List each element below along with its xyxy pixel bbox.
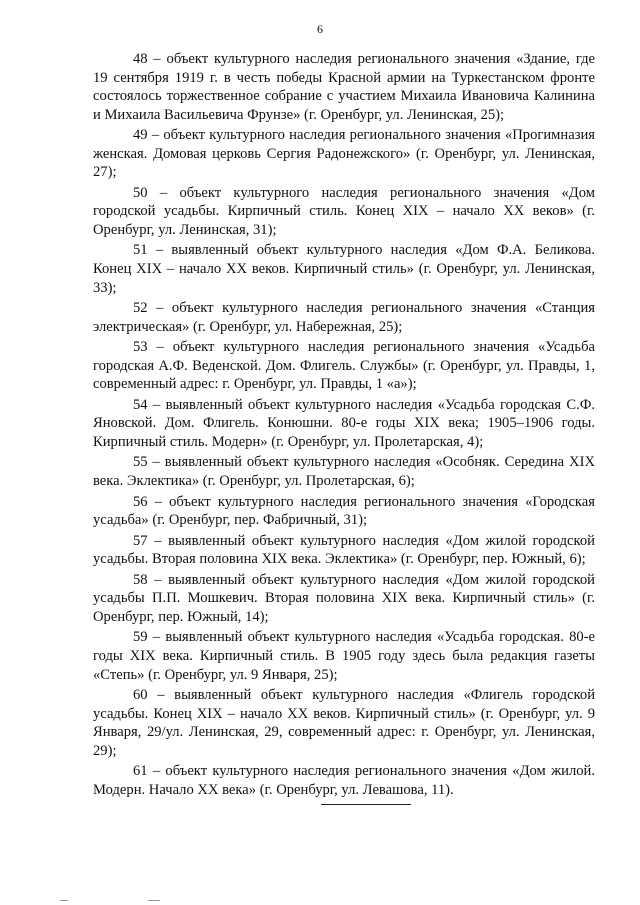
list-item-53: 53 – объект культурного наследия регионального значения «Усадьба городская А.Ф. Веденской. Дом. Флигель. Службы» (г. Оренбург, ул. Правды, 1, современный адрес: г. Оренбург, ул. Правды, 1 «а»); [93,339,595,393]
page-number: 6 [317,22,323,36]
list-item-56: 56 – объект культурного наследия регионального значения «Городская усадьба» (г. Оренбург, пер. Фабричный, 31); [93,493,595,529]
list-item-61: 61 – объект культурного наследия регионального значения «Дом жилой. Модерн. Начало XX века» (г. Оренбург, ул. Левашова, 11). [93,763,595,798]
closing-separator-line [321,804,411,805]
list-item-52: 52 – объект культурного наследия регионального значения «Станция электрическая» (г. Оренбург, ул. Набережная, 25); [93,300,595,335]
list-item-58: 58 – выявленный объект культурного наследия «Дом жилой городской усадьбы П.П. Мошкевич. Вторая половина XIX века. Кирпичный стиль» (г. Оренбург, пер. Южный, 14); [93,571,595,625]
list-item-54: 54 – выявленный объект культурного наследия «Усадьба городская С.Ф. Яновской. Дом. Флигель. Конюшни. 80-е годы XIX века; 1905–1906 годы. Кирпичный стиль. Модерн» (г. Оренбург, ул. Пролетарская, 4); [93,396,595,450]
list-item-50: 50 – объект культурного наследия регионального значения «Дом городской усадьбы. Кирпичный стиль. Конец XIX – начало XX веков» (г. Оренбург, ул. Ленинская, 31); [93,184,595,238]
list-item-51: 51 – выявленный объект культурного наследия «Дом Ф.А. Беликова. Конец XIX – начало XX веков. Кирпичный стиль» (г. Оренбург, ул. Ленинская, 33); [93,242,595,296]
list-item-60: 60 – выявленный объект культурного наследия «Флигель городской усадьбы. Конец XIX – начало XX веков. Кирпичный стиль» (г. Оренбург, ул. 9 Января, 29/ул. Ленинская, 29, современный адрес: г. Оренбург, ул. Ленинская, 29); [93,687,595,759]
list-item-55: 55 – выявленный объект культурного наследия «Особняк. Середина XIX века. Эклектика» (г. Оренбург, ул. Пролетарская, 6); [93,454,595,490]
list-item-49: 49 – объект культурного наследия регионального значения «Прогимназия женская. Домовая церковь Сергия Радонежского» (г. Оренбург, ул. Ленинская, 27); [93,127,595,181]
scan-artifact-mark [148,900,160,901]
heritage-objects-list [93,50,595,801]
scan-artifact-mark [60,900,68,901]
list-item-59: 59 – выявленный объект культурного наследия «Усадьба городская. 80-е годы XIX века. Кирпичный стиль. В 1905 году здесь была редакция газеты «Степь» (г. Оренбург, ул. 9 Января, 25); [93,629,595,683]
list-item-57: 57 – выявленный объект культурного наследия «Дом жилой городской усадьбы. Вторая половина XIX века. Эклектика» (г. Оренбург, пер. Южный, 6); [93,532,595,568]
list-item-48: 48 – объект культурного наследия регионального значения «Здание, где 19 сентября 1919 г. в честь победы Красной армии на Туркестанском фронте состоялось торжественное собрание с участием Михаила Ивановича Калинина и Михаила Васильевича Фрунзе» (г. Оренбург, ул. Ленинская, 25); [93,51,595,123]
